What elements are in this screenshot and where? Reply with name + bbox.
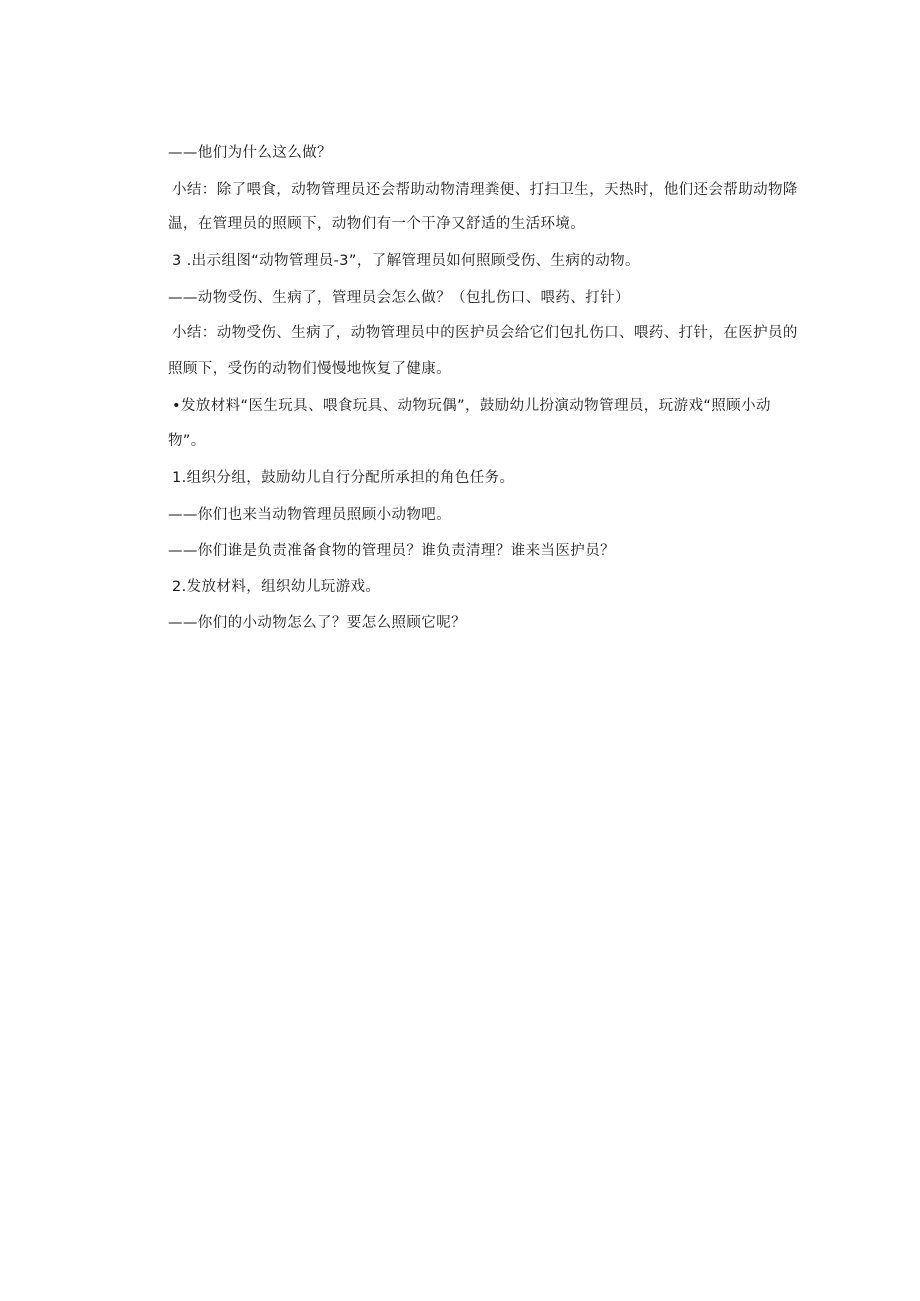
question-line: ——动物受伤、生病了，管理员会怎么做？（包扎伤口、喂药、打针） <box>168 290 630 306</box>
question-line: ——你们也来当动物管理员照顾小动物吧。 <box>168 507 452 523</box>
summary-line-continued: 照顾下，受伤的动物们慢慢地恢复了健康。 <box>168 361 452 377</box>
question-line: ——他们为什么这么做？ <box>168 145 332 161</box>
step-3-line: 3 .出示组图“动物管理员-3”，了解管理员如何照顾受伤、生病的动物。 <box>172 253 640 269</box>
summary-line: 小结：除了喂食，动物管理员还会帮助动物清理粪便、打扫卫生，天热时，他们还会帮助动物降 <box>172 182 798 198</box>
question-line: ——你们的小动物怎么了？要怎么照顾它呢？ <box>168 615 466 631</box>
activity-line-continued: 物”。 <box>168 433 206 449</box>
activity-line: •发放材料“医生玩具、喂食玩具、动物玩偶”，鼓励幼儿扮演动物管理员，玩游戏“照顾小动 <box>172 398 771 414</box>
summary-line-continued: 温，在管理员的照顾下，动物们有一个干净又舒适的生活环境。 <box>168 216 586 232</box>
summary-line: 小结：动物受伤、生病了，动物管理员中的医护员会给它们包扎伤口、喂药、打针，在医护员的 <box>172 325 798 341</box>
question-line: ——你们谁是负责准备食物的管理员？谁负责清理？谁来当医护员？ <box>168 543 615 559</box>
step-1-line: 1.组织分组，鼓励幼儿自行分配所承担的角色任务。 <box>172 470 515 486</box>
step-2-line: 2.发放材料，组织幼儿玩游戏。 <box>172 579 381 595</box>
